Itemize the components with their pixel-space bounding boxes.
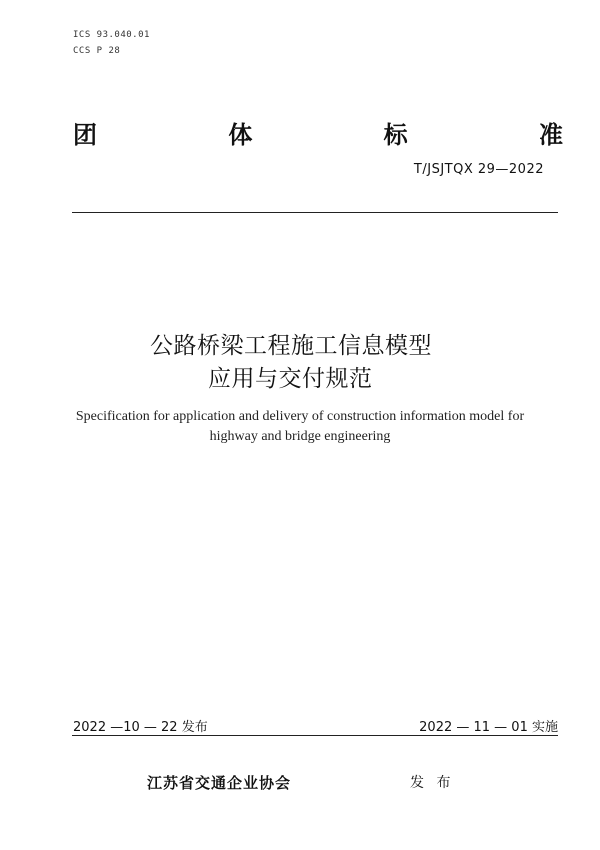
standard-type-char: 团 [73,121,97,149]
ccs-code: CCS P 28 [73,46,121,56]
standard-type-char: 准 [538,121,563,149]
publisher-name: 江苏省交通企业协会 [147,774,292,792]
title-english-line-2: highway and bridge engineering [209,429,391,444]
standard-type-heading [73,115,563,150]
publish-label: 发 布 [410,775,455,791]
implementation-date: 2022 — 11 — 01 实施 [419,720,558,735]
standard-type-char: 体 [228,121,253,149]
standard-type-char: 标 [383,121,408,149]
title-english-line-1: Specification for application and delivery of construction information model for [75,409,525,424]
standard-number: T/JSJTQX 29—2022 [413,162,544,177]
bottom-divider [72,735,558,736]
top-divider [72,212,558,213]
title-chinese-line-2: 应用与交付规范 [208,366,373,392]
release-date: 2022 —10 — 22 发布 [73,720,208,735]
title-chinese-line-1: 公路桥梁工程施工信息模型 [150,333,432,359]
ics-code: ICS 93.040.01 [73,30,150,40]
